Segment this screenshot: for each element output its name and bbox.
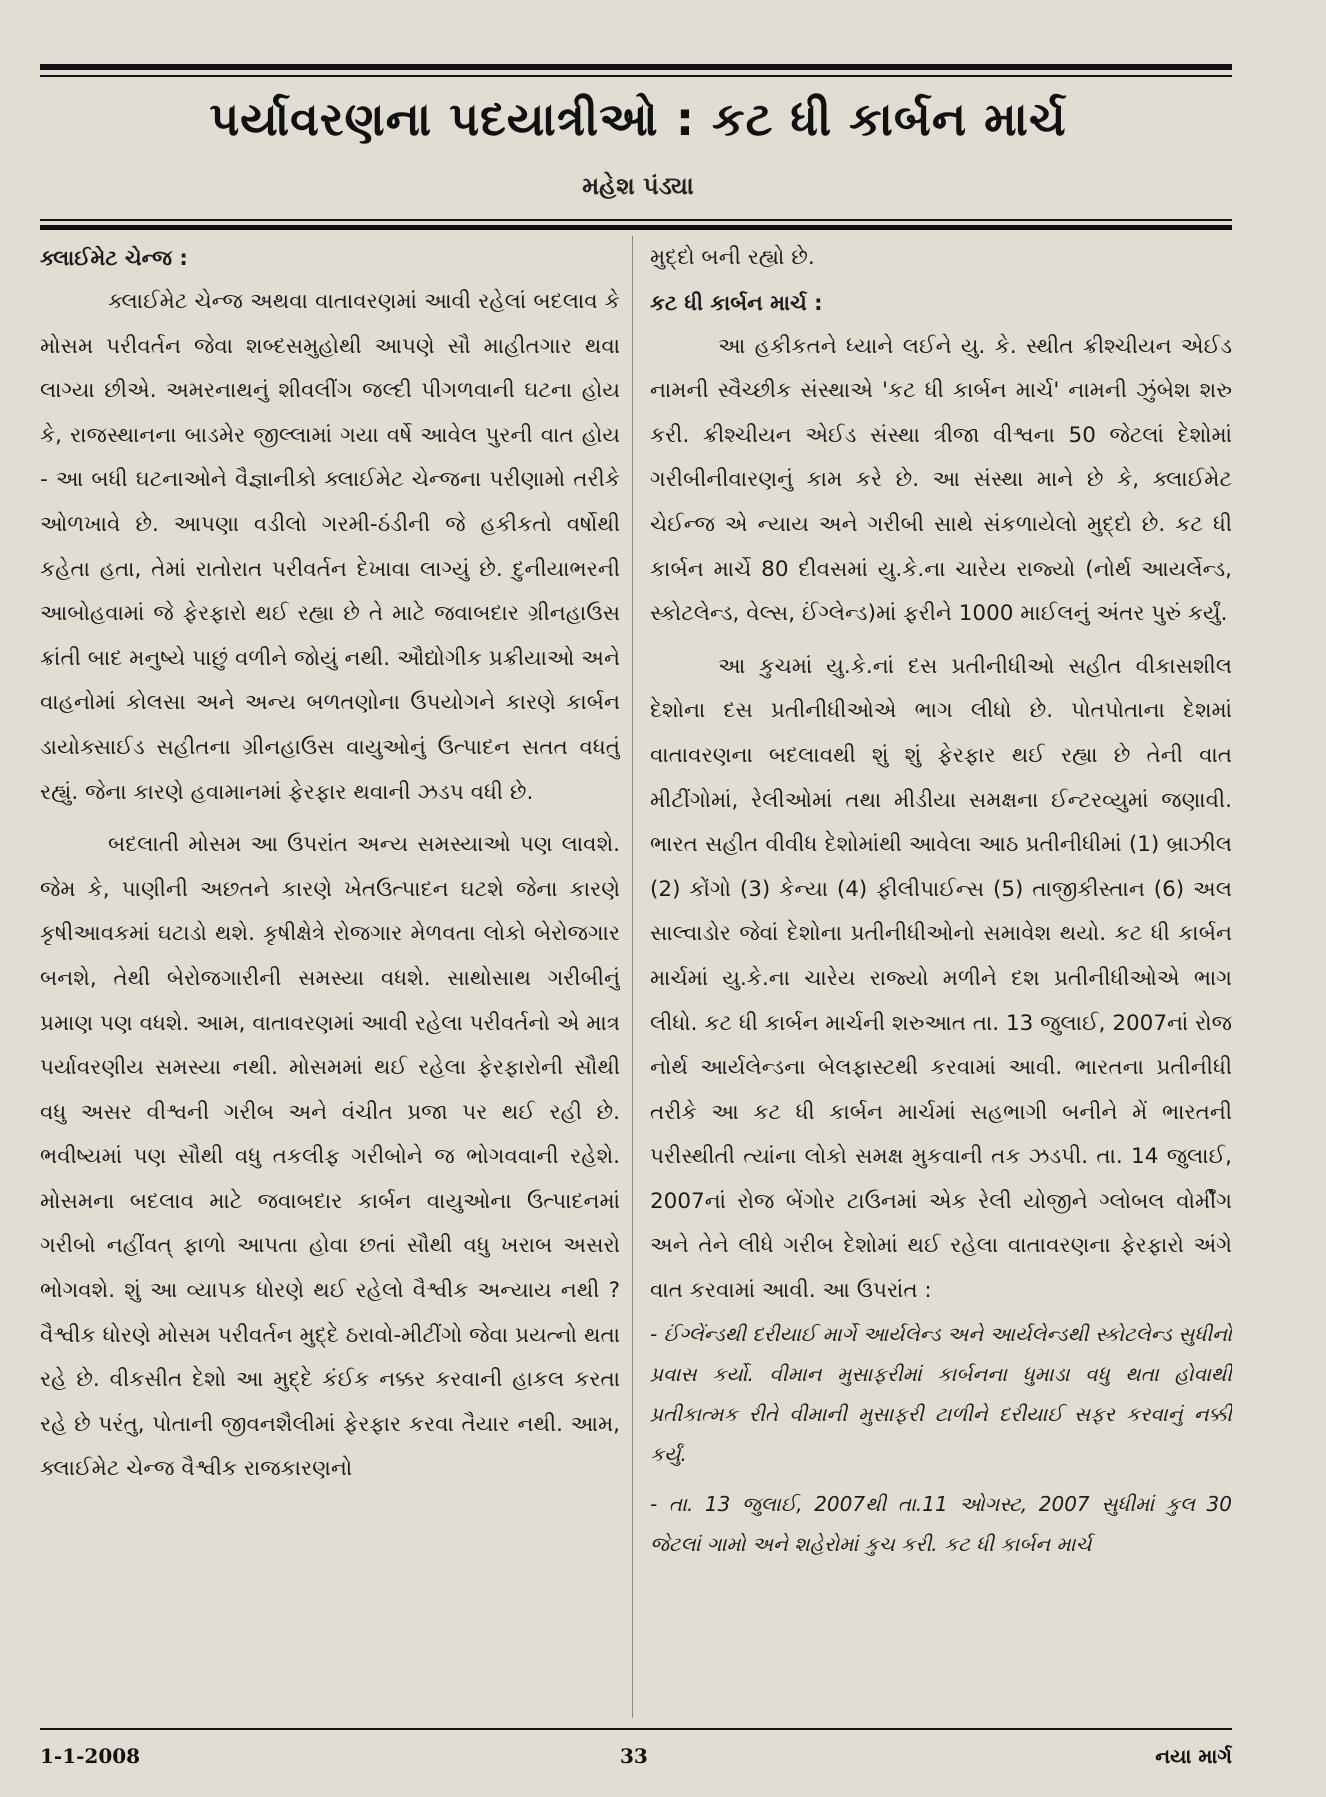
footer-rule — [40, 1728, 1232, 1730]
paragraph: ક્લાઈમેટ ચેન્જ અથવા વાતાવરણમાં આવી રહેલાં બદલાવ કે મોસમ પરીવર્તન જેવા શબ્દસમુહોથી આપણે સૌ માહીતગાર થવા લાગ્યા છીએ. અમરનાથનું શીવલીંગ જલ્દી પીગળવાની ઘટના હોય કે, રાજસ્થાનના બાડમેર જીલ્લામાં ગયા વર્ષે આવેલ પુરની વાત હોય - આ બધી ઘટનાઓને વૈજ્ઞાનીકો ક્લાઈમેટ ચેન્જના પરીણામો તરીકે ઓળખાવે છે. આપણા વડીલો ગરમી-ઠંડીની જે હકીકતો વર્ષોથી કહેતા હતા, તેમાં રાતોરાત પરીવર્તન દેખાવા લાગ્યું છે. દુનીયાભરની આબોહવામાં જે ફેરફારો થઈ રહ્યા છે તે માટે જવાબદાર ગ્રીનહાઉસ ક્રાંતી બાદ મનુષ્યે પાછું વળીને જોયું નથી. ઔદ્યોગીક પ્રક્રીયાઓ અને વાહનોમાં કોલસા અને અન્ય બળતણોના ઉપયોગને કારણે કાર્બન ડાયોક્સાઈડ સહીતના ગ્રીનહાઉસ વાયુઓનું ઉત્પાદન સતત વધતું રહ્યું. જેના કારણે હવામાનમાં ફેરફાર થવાની ઝડપ વધી છે. — [40, 289, 620, 805]
paragraph: આ કુચમાં યુ.કે.નાં દસ પ્રતીનીધીઓ સહીત વીકાસશીલ દેશોના દસ પ્રતીનીધીઓએ ભાગ લીધો છે. પોતપોતાના દેશમાં વાતાવરણના બદલાવથી શું શું ફેરફાર થઈ રહ્યા છે તેની વાત મીટીંગોમાં, રેલીઓમાં તથા મીડીયા સમક્ષના ઈન્ટરવ્યુમાં જણાવી. ભારત સહીત વીવીધ દેશોમાંથી આવેલા આઠ પ્રતીનીધીમાં (1) બ્રાઝીલ (2) કોંગો (3) કેન્યા (4) ફીલીપાઈન્સ (5) તાજીકીસ્તાન (6) અલ સાલ્વાડોર જેવાં દેશોના પ્રતીનીધીઓનો સમાવેશ થયો. કટ ધી કાર્બન માર્ચમાં યુ.કે.ના ચારેય રાજ્યો મળીને દશ પ્રતીનીધીઓએ ભાગ લીધો. કટ ધી કાર્બન માર્ચની શરુઆત તા. 13 જુલાઈ, 2007નાં રોજ નોર્થ આર્યલેન્ડના બેલફાસ્ટથી કરવામાં આવી. ભારતના પ્રતીનીધી તરીકે આ કટ ધી કાર્બન માર્ચમાં સહભાગી બનીને મેં ભારતની પરીસ્થીતી ત્યાંના લોકો સમક્ષ મુકવાની તક ઝડપી. તા. 14 જુલાઈ, 2007નાં રોજ બેંગોર ટાઉનમાં એક રેલી યોજીને ગ્લોબલ વોર્મીંગ અને તેને લીધે ગરીબ દેશોમાં થઈ રહેલા વાતાવરણના ફેરફારો અંગે વાત કરવામાં આવી. આ ઉપરાંત : — [650, 653, 1232, 1304]
issue-date: 1-1-2008 — [40, 1744, 141, 1768]
header-rule-thin — [40, 219, 1232, 221]
paragraph-continuation: મુદ્દો બની રહ્યો છે. — [650, 245, 815, 270]
left-column — [40, 236, 620, 1717]
bullet-note: - ઈંગ્લેંન્ડથી દરીયાઈ માર્ગે આર્યલેન્ડ અને આર્યલેન્ડથી સ્કોટલેન્ડ સુધીનો પ્રવાસ કર્યો. વીમાન મુસાફરીમાં કાર્બનના ધુમાડા વધુ થતા હોવાથી પ્રતીકાત્મક રીતે વીમાની મુસાફરી ટાળીને દરીયાઈ સફર કરવાનું નક્કી કર્યું. — [650, 1321, 1232, 1466]
top-rule-thick — [40, 64, 1232, 70]
bullet-note: - તા. 13 જુલાઈ, 2007થી તા.11 ઓગસ્ટ, 2007 સુધીમાં કુલ 30 જેટલાં ગામો અને શહેરોમાં કુચ કરી. કટ ધી કાર્બન માર્ચ — [650, 1491, 1232, 1556]
column-divider — [632, 236, 633, 1718]
section-heading-climate-change: ક્લાઈમેટ ચેન્જ : — [40, 246, 188, 270]
article-title: પર્યાવરણના પદયાત્રીઓ : કટ ધી કાર્બન માર્ચ — [209, 92, 1067, 146]
article-author: મહેશ પંડ્યા — [582, 172, 694, 200]
page-number: 33 — [620, 1744, 648, 1768]
paragraph: આ હકીકતને ધ્યાને લઈને યુ. કે. સ્થીત ક્રીશ્ચીયન એઈડ નામની સ્વૈચ્છીક સંસ્થાએ 'કટ ધી કાર્બન માર્ચ' નામની ઝુંબેશ શરુ કરી. ક્રીશ્ચીયન એઈડ સંસ્થા ત્રીજા વીશ્વના 50 જેટલાં દેશોમાં ગરીબીનીવારણનું કામ કરે છે. આ સંસ્થા માને છે કે, ક્લાઈમેટ ચેઈન્જ એ ન્યાય અને ગરીબી સાથે સંકળાયેલો મુદ્દો છે. કટ ધી કાર્બન માર્ચે 80 દીવસમાં યુ.કે.ના ચારેય રાજ્યો (નોર્થ આયર્લેન્ડ, સ્કોટલેન્ડ, વેલ્સ, ઈંગ્લેન્ડ)માં ફરીને 1000 માઈલનું અંતર પુરું કર્યું. — [650, 333, 1232, 627]
publication-name: નયા માર્ગ — [1155, 1744, 1232, 1768]
right-column — [650, 236, 1232, 1717]
top-rule-thin — [40, 75, 1232, 77]
paragraph: બદલાતી મોસમ આ ઉપરાંત અન્ય સમસ્યાઓ પણ લાવશે. જેમ કે, પાણીની અછતને કારણે ખેતઉત્પાદન ઘટશે જેના કારણે કૃષીઆવકમાં ઘટાડો થશે. કૃષીક્ષેત્રે રોજગાર મેળવતા લોકો બેરોજગાર બનશે, તેથી બેરોજગારીની સમસ્યા વધશે. સાથોસાથ ગરીબીનું પ્રમાણ પણ વધશે. આમ, વાતાવરણમાં આવી રહેલા પરીવર્તનો એ માત્ર પર્યાવરણીય સમસ્યા નથી. મોસમમાં થઈ રહેલા ફેરફારોની સૌથી વધુ અસર વીશ્વની ગરીબ અને વંચીત પ્રજા પર થઈ રહી છે. ભવીષ્યમાં પણ સૌથી વધુ તકલીફ ગરીબોને જ ભોગવવાની રહેશે. મોસમના બદલાવ માટે જવાબદાર કાર્બન વાયુઓના ઉત્પાદનમાં ગરીબો નહીંવત્ ફાળો આપતા હોવા છતાં સૌથી વધુ ખરાબ અસરો ભોગવશે. શું આ વ્યાપક ધોરણે થઈ રહેલો વૈશ્વીક અન્યાય નથી ? વૈશ્વીક ધોરણે મોસમ પરીવર્તન મુદ્દે ઠરાવો-મીટીંગો જેવા પ્રયત્નો થતા રહે છે. વીકસીત દેશો આ મુદ્દે કંઈક નક્કર કરવાની હાકલ કરતા રહે છે પરંતુ, પોતાની જીવનશૈલીમાં ફેરફાર કરવા તૈયાર નથી. આમ, ક્લાઈમેટ ચેન્જ વૈશ્વીક રાજકારણનો — [40, 832, 620, 1482]
header-rule-thick — [40, 225, 1232, 230]
section-heading-cut-the-carbon-march: કટ ધી કાર્બન માર્ચ : — [650, 290, 823, 315]
